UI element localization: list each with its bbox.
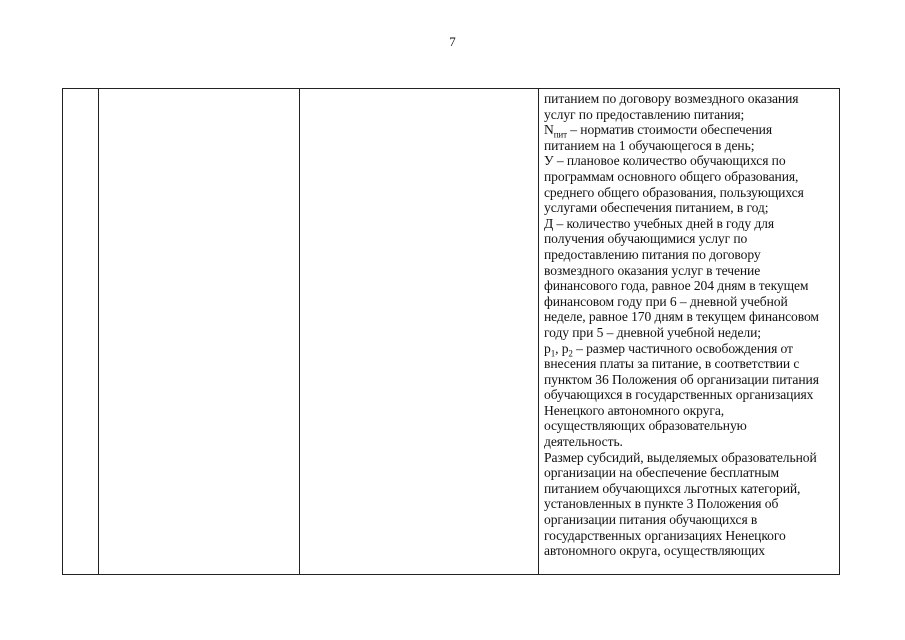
text-line: финансового года, равное 204 дням в текущем [544,278,809,294]
p-separator: , р [555,340,569,356]
text-line: услугами обеспечения питанием, в год; [544,200,769,216]
text-line: государственных организациях Ненецкого [544,527,786,543]
page-number: 7 [449,34,456,49]
text-line: Д – количество учебных дней в году для [544,215,774,231]
text-line: питанием по договору возмездного оказания [544,91,799,106]
text-line: обучающихся в государственных организациях [544,387,814,403]
text-line-p1-p2 [544,341,839,357]
text-line: услуг по предоставлению питания; [544,106,745,122]
npit-subscript: пит [553,129,567,140]
table-column-number [63,89,99,574]
npit-definition: – норматив стоимости обеспечения [567,122,773,138]
text-line: получения обучающимися услуг по [544,231,748,247]
p1-subscript: 1 [550,348,556,359]
p-definition: – размер частичного освобождения от [572,340,793,356]
text-line: Размер субсидий, выделяемых образовательной [544,449,817,465]
text-line: финансовом году при 6 – дневной учебной [544,293,788,309]
text-line: программам основного общего образования, [544,168,799,184]
p1-letter: р [544,340,551,356]
text-line: предоставлению питания по договору [544,246,761,262]
text-line-npit [544,122,839,138]
table-column-formula-description [539,89,839,574]
p2-subscript: 2 [568,348,573,359]
text-line: питанием обучающихся льготных категорий, [544,480,801,496]
text-line: питанием на 1 обучающегося в день; [544,137,755,153]
document-table [62,88,840,575]
text-line: деятельность. [544,434,623,450]
text-line: неделе, равное 170 дням в текущем финансовом [544,309,819,325]
text-line: организации питания обучающихся в [544,512,758,528]
text-line: организации на обеспечение бесплатным [544,465,779,481]
table-column-parameters [300,89,539,574]
text-line: внесения платы за питание, в соответствии с [544,356,800,372]
text-line: осуществляющих образовательную [544,418,747,434]
text-line: У – плановое количество обучающихся по [544,153,786,169]
text-line: установленных в пункте 3 Положения об [544,496,779,512]
text-line: автономного округа, осуществляющих [544,543,765,559]
text-line: среднего общего образования, пользующихся [544,184,804,200]
text-line: году при 5 – дневной учебной недели; [544,324,761,340]
text-line: Ненецкого автономного округа, [544,402,725,418]
npit-letter: N [544,122,554,138]
text-line: возмездного оказания услуг в течение [544,262,761,278]
text-line: пунктом 36 Положения об организации питания [544,371,819,387]
table-column-name [99,89,300,574]
